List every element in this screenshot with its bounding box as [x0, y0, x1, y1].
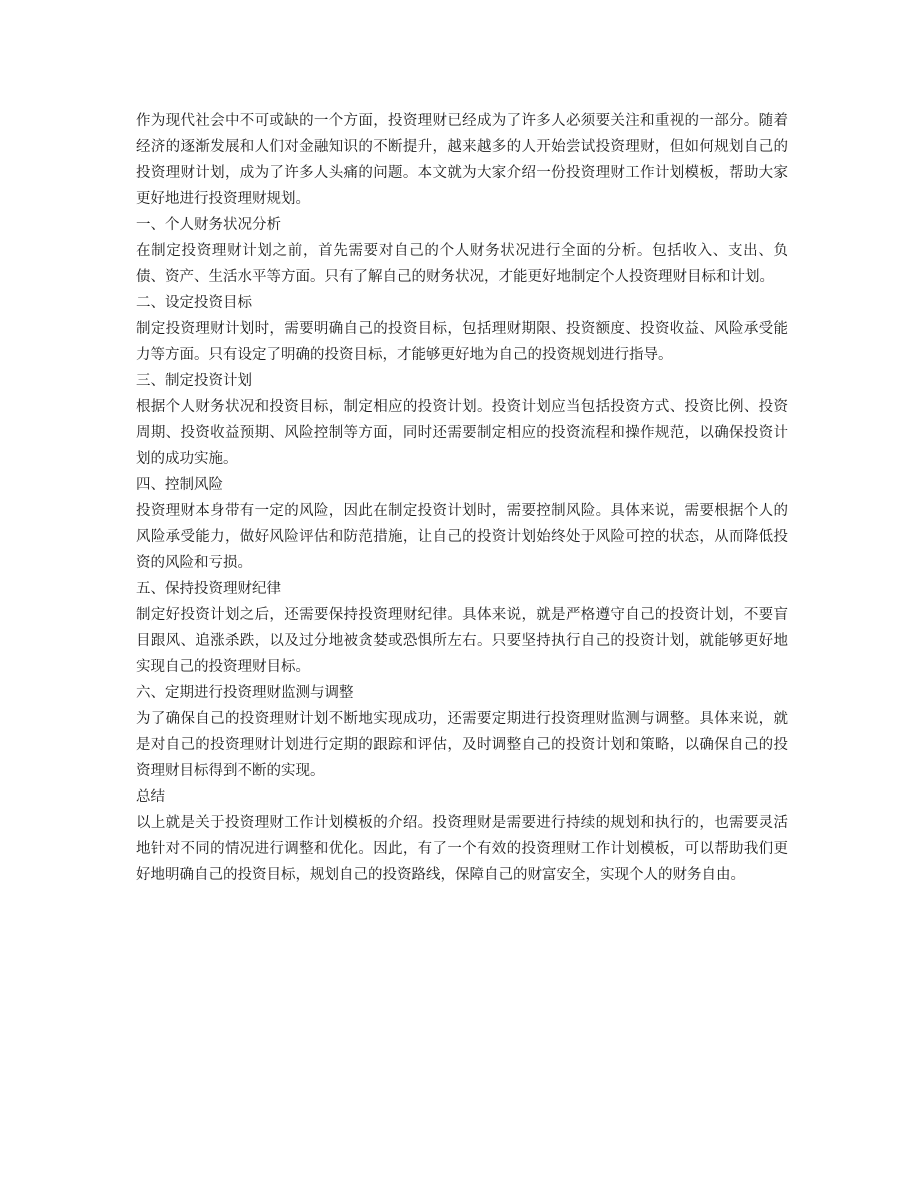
section-heading-discipline: 五、保持投资理财纪律	[136, 581, 281, 597]
section-body-monitor-adjust: 为了确保自己的投资理财计划不断地实现成功，还需要定期进行投资理财监测与调整。具体来说，就是对自己的投资理财计划进行定期的跟踪和评估，及时调整自己的投资计划和策略，以确保自己的投资理财目标得到不断的实现。	[136, 711, 788, 779]
section-body-summary: 以上就是关于投资理财工作计划模板的介绍。投资理财是需要进行持续的规划和执行的，也需要灵活地针对不同的情况进行调整和优化。因此，有了一个有效的投资理财工作计划模板，可以帮助我们更好地明确自己的投资目标，规划自己的投资路线，保障自己的财富安全，实现个人的财务自由。	[136, 815, 788, 883]
document-page	[136, 108, 788, 888]
section-heading-monitor-adjust: 六、定期进行投资理财监测与调整	[136, 685, 354, 701]
section-body-set-goals: 制定投资理财计划时，需要明确自己的投资目标，包括理财期限、投资额度、投资收益、风险承受能力等方面。只有设定了明确的投资目标，才能够更好地为自己的投资规划进行指导。	[136, 321, 788, 363]
section-heading-control-risk: 四、控制风险	[136, 477, 223, 493]
section-body-control-risk: 投资理财本身带有一定的风险，因此在制定投资计划时，需要控制风险。具体来说，需要根据个人的风险承受能力，做好风险评估和防范措施，让自己的投资计划始终处于风险可控的状态，从而降低投资的风险和亏损。	[136, 503, 788, 571]
section-heading-set-goals: 二、设定投资目标	[136, 295, 252, 311]
section-body-financial-analysis: 在制定投资理财计划之前，首先需要对自己的个人财务状况进行全面的分析。包括收入、支出、负债、资产、生活水平等方面。只有了解自己的财务状况，才能更好地制定个人投资理财目标和计划。	[136, 243, 788, 285]
section-heading-financial-analysis: 一、个人财务状况分析	[136, 217, 281, 233]
section-body-discipline: 制定好投资计划之后，还需要保持投资理财纪律。具体来说，就是严格遵守自己的投资计划，不要盲目跟风、追涨杀跌，以及过分地被贪婪或恐惧所左右。只要坚持执行自己的投资计划，就能够更好地实现自己的投资理财目标。	[136, 607, 788, 675]
section-heading-summary: 总结	[136, 789, 165, 805]
section-body-make-plan: 根据个人财务状况和投资目标，制定相应的投资计划。投资计划应当包括投资方式、投资比例、投资周期、投资收益预期、风险控制等方面，同时还需要制定相应的投资流程和操作规范，以确保投资计划的成功实施。	[136, 399, 788, 467]
section-heading-make-plan: 三、制定投资计划	[136, 373, 252, 389]
intro-paragraph: 作为现代社会中不可或缺的一个方面，投资理财已经成为了许多人必须要关注和重视的一部分。随着经济的逐渐发展和人们对金融知识的不断提升，越来越多的人开始尝试投资理财，但如何规划自己的投资理财计划，成为了许多人头痛的问题。本文就为大家介绍一份投资理财工作计划模板，帮助大家更好地进行投资理财规划。	[136, 113, 788, 207]
